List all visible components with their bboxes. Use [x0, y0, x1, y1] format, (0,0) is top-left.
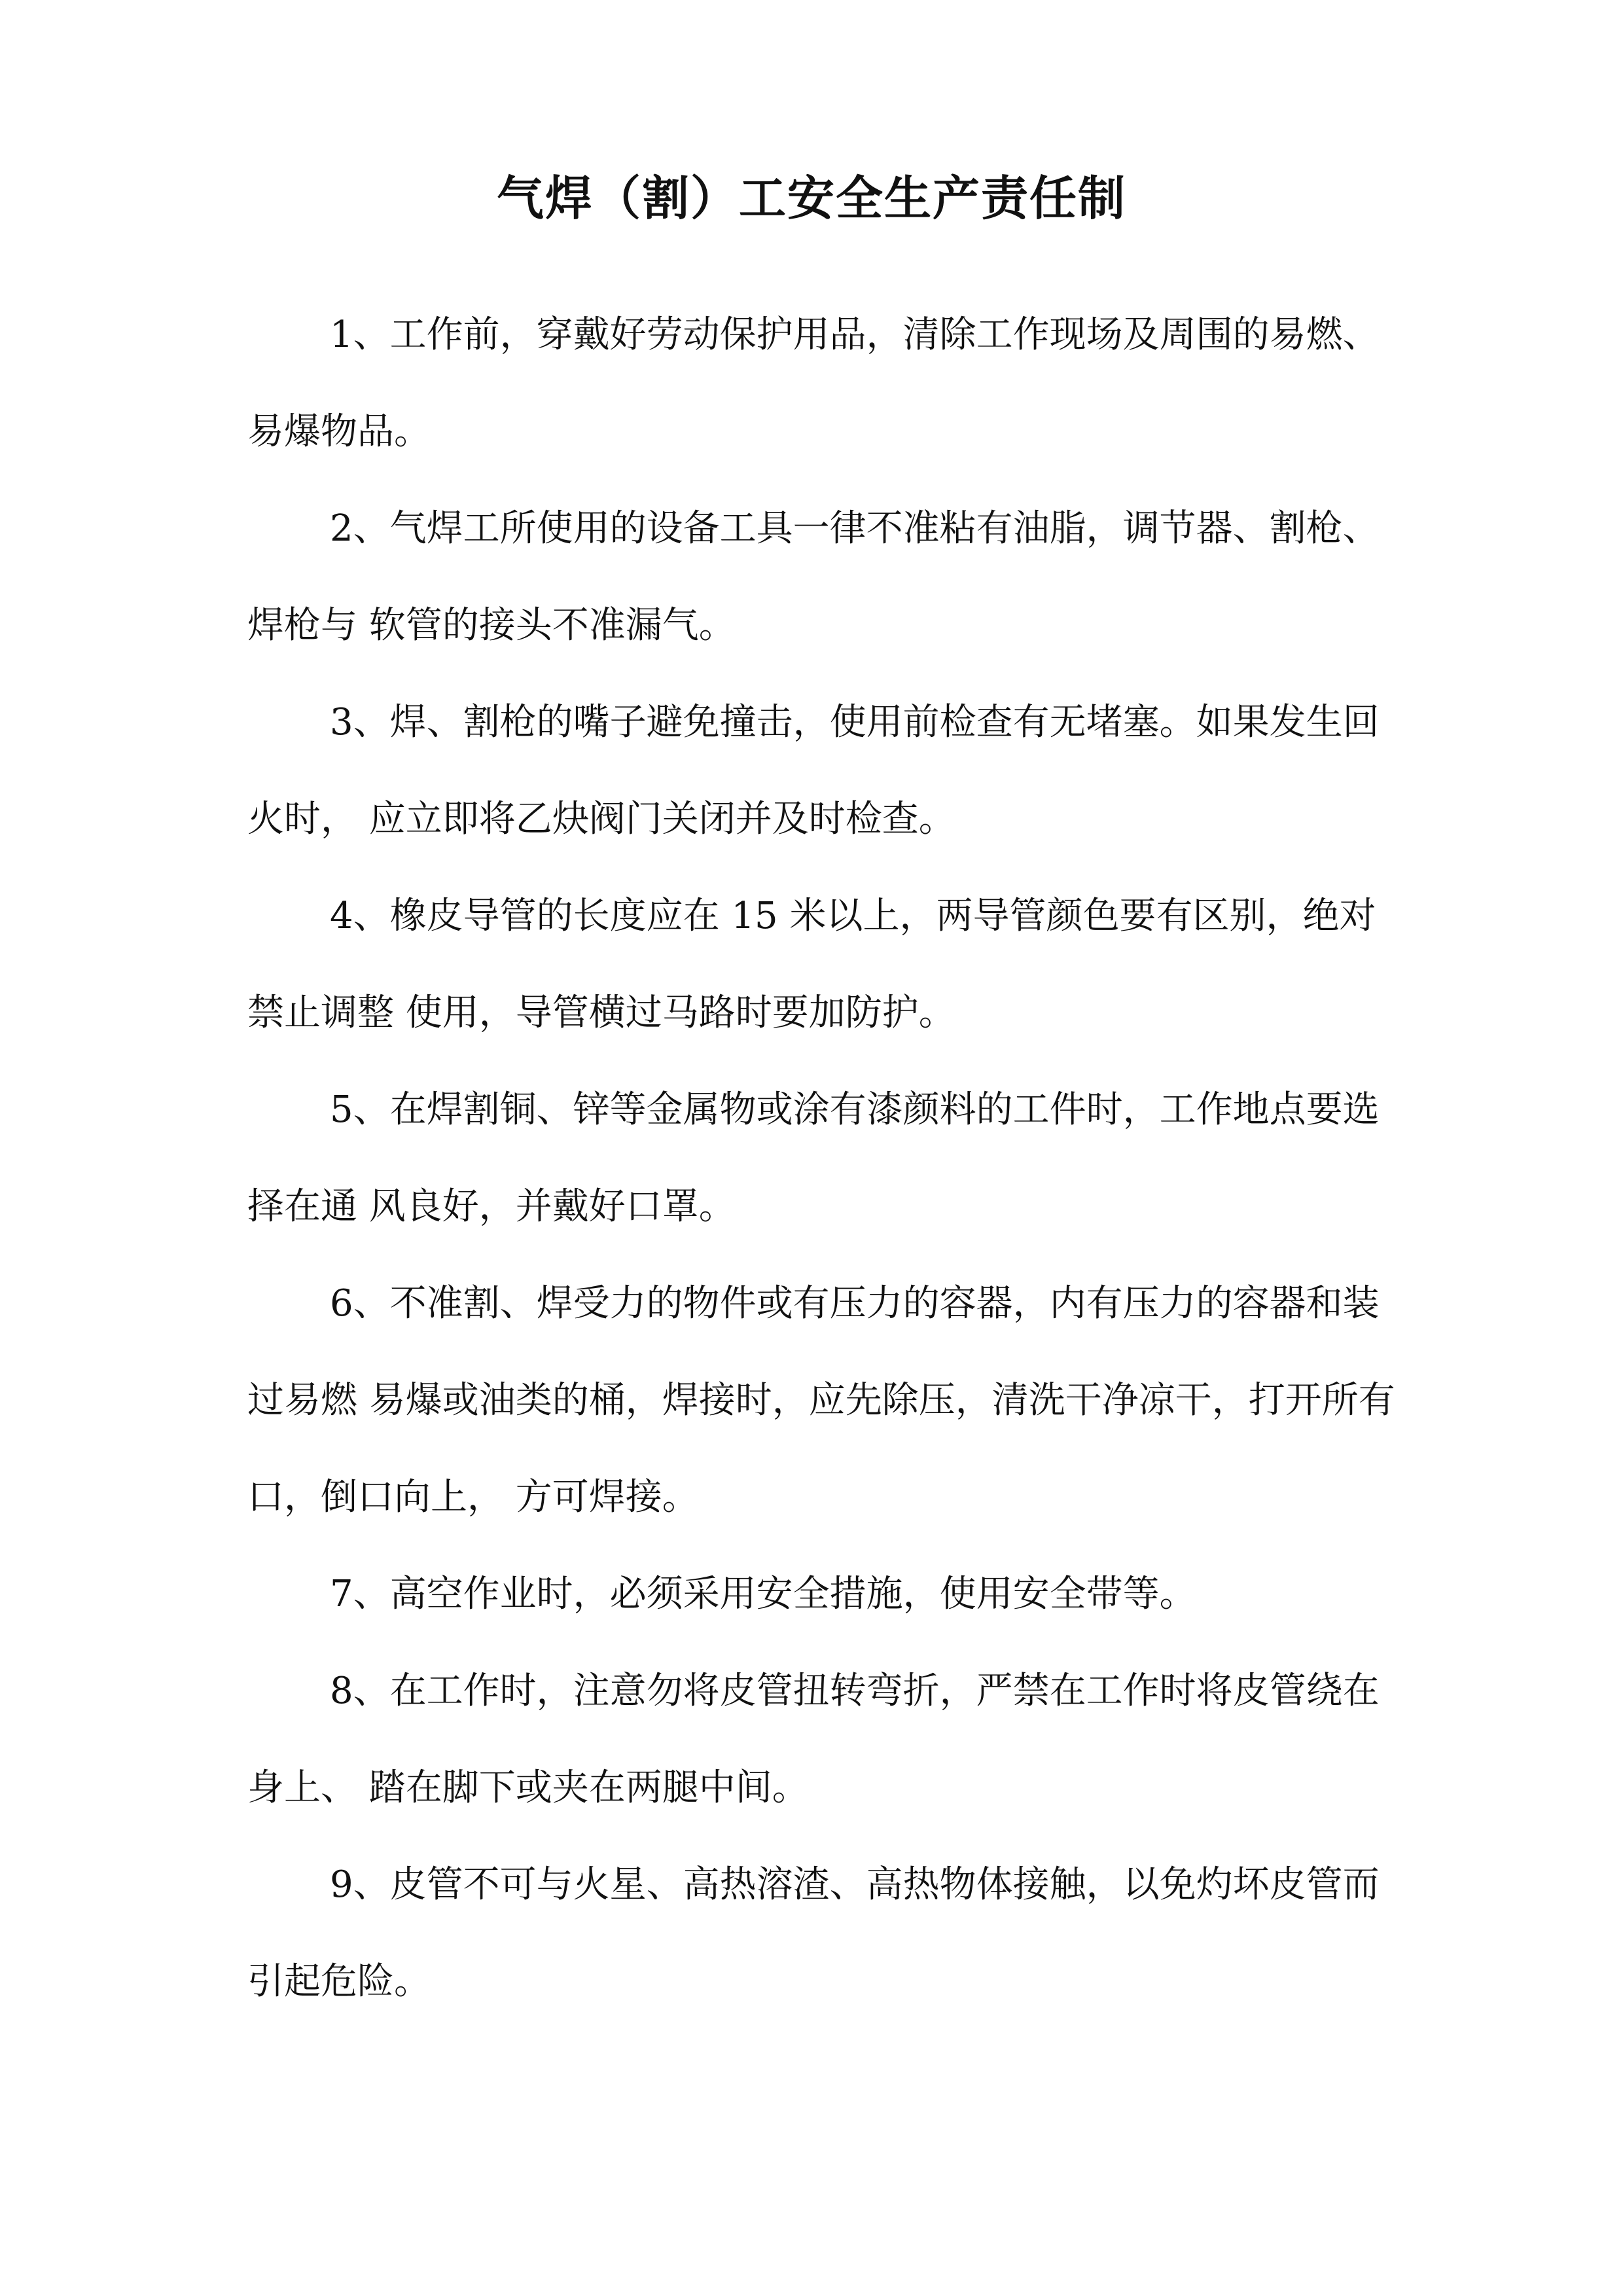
- paragraph-item-6: 6、不准割、焊受力的物件或有压力的容器，内有压力的容器和装过易燃 易爆或油类的桶，焊接时，应先除压，清洗干净凉干，打开所有口，倒口向上， 方可焊接。: [247, 1282, 1395, 1518]
- paragraph-item-4: 4、橡皮导管的长度应在 15 米以上，两导管颜色要有区别，绝对禁止调整 使用，导管横过马路时要加防护。: [247, 895, 1376, 1034]
- paragraph-item-5: 5、在焊割铜、锌等金属物或涂有漆颜料的工件时，工作地点要选择在通 风良好，并戴好口罩。: [247, 1088, 1380, 1228]
- document-body: [247, 287, 1399, 2030]
- paragraph-item-9: 9、皮管不可与火星、高热溶渣、高热物体接触，以免灼坏皮管而引起危险。: [247, 1863, 1380, 2003]
- paragraph-item-2: 2、气焊工所使用的设备工具一律不准粘有油脂，调节器、割枪、焊枪与 软管的接头不准漏气。: [247, 507, 1380, 647]
- paragraph-item-7: 7、高空作业时，必须采用安全措施，使用安全带等。: [330, 1573, 1196, 1615]
- document-title: 气焊（割）工安全生产责任制: [496, 170, 1126, 226]
- paragraph-item-1: 1、工作前，穿戴好劳动保护用品，清除工作现场及周围的易燃、易爆物品。: [247, 314, 1380, 453]
- paragraph-item-8: 8、在工作时，注意勿将皮管扭转弯折，严禁在工作时将皮管绕在身上、 踏在脚下或夹在两腿中间。: [247, 1670, 1380, 1809]
- paragraph-item-3: 3、焊、割枪的嘴子避免撞击，使用前检查有无堵塞。如果发生回火时， 应立即将乙炔阀门关闭并及时检查。: [247, 701, 1380, 840]
